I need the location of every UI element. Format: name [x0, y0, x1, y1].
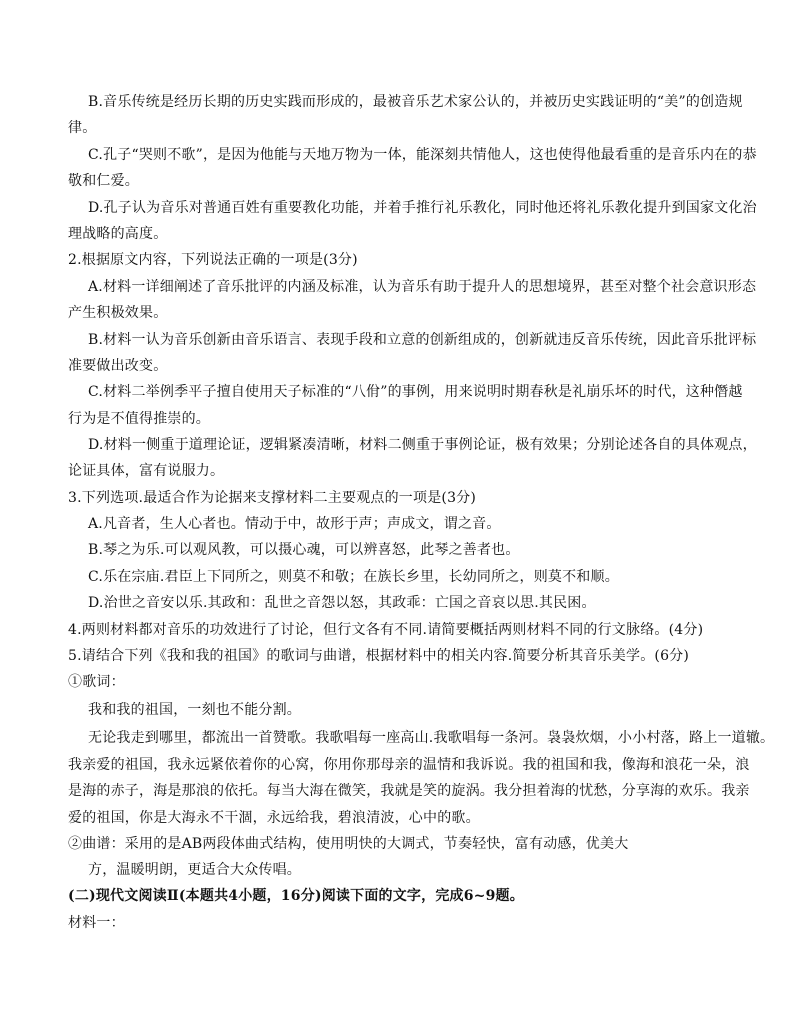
question-5-stem: 5.请结合下列《我和我的祖国》的歌词与曲谱，根据材料中的相关内容.简要分析其音乐美学。(6分)	[68, 648, 690, 664]
option-1d-line-1: D.孔子认为音乐对普通百姓有重要教化功能，并着手推行礼乐教化，同时他还将礼乐教化提升到国家文化治	[88, 200, 757, 216]
option-2a-line-2: 产生积极效果。	[68, 305, 168, 321]
section-heading: (二)现代文阅读Ⅱ(本题共4小题，16分)阅读下面的文字，完成6~9题。	[68, 888, 524, 904]
question-4: 4.两则材料都对音乐的功效进行了讨论，但行文各有不同.请简要概括两则材料不同的行文脉络。(4分)	[68, 622, 704, 638]
option-1d-line-2: 理战略的高度。	[68, 226, 168, 242]
option-2d-line-2: 论证具体，富有说服力。	[68, 463, 225, 479]
score-line-1: ②曲谱：采用的是AB两段体曲式结构，使用明快的大调式，节奏轻快，富有动感，优美大	[68, 836, 629, 852]
option-1c-line-1: C.孔子“哭则不歌”，是因为他能与天地万物为一体，能深刻共情他人，这也使得他最看重的是音乐内在的恭	[88, 147, 757, 163]
option-2b-line-1: B.材料一认为音乐创新由音乐语言、表现手段和立意的创新组成的，创新就违反音乐传统，因此音乐批评标	[88, 332, 757, 348]
option-1c-line-2: 敬和仁爱。	[68, 173, 139, 189]
lyrics-line-2: 无论我走到哪里，都流出一首赞歌。我歌唱每一座高山.我歌唱每一条河。袅袅炊烟，小小村落，路上一道辙。	[88, 730, 775, 746]
lyrics-line-4: 是海的赤子，海是那浪的依托。每当大海在微笑，我就是笑的旋涡。我分担着海的忧愁，分享海的欢乐。我亲	[68, 783, 750, 799]
option-3a: A.凡音者，生人心者也。情动于中，故形于声；声成文，谓之音。	[88, 516, 501, 532]
option-3b: B.琴之为乐.可以观风教，可以摄心魂，可以辨喜怒，此琴之善者也。	[88, 542, 520, 558]
option-3d: D.治世之音安以乐.其政和：乱世之音怨以怒，其政乖：亡国之音哀以思.其民困。	[88, 595, 596, 611]
lyrics-label: ①歌词：	[68, 674, 125, 690]
option-2a-line-1: A.材料一详细阐述了音乐批评的内涵及标准，认为音乐有助于提升人的思想境界，甚至对整个社会意识形态	[88, 279, 757, 295]
question-2-stem: 2.根据原文内容，下列说法正确的一项是(3分)	[68, 252, 358, 268]
question-3-stem: 3.下列选项.最适合作为论据来支撑材料二主要观点的一项是(3分)	[68, 490, 477, 506]
option-2c-line-2: 行为是不值得推崇的。	[68, 411, 210, 427]
lyrics-line-5: 爱的祖国，你是大海永不干涸，永远给我，碧浪清波，心中的歌。	[68, 810, 480, 826]
option-2d-line-1: D.材料一侧重于道理论证，逻辑紧凑清晰，材料二侧重于事例论证，极有效果；分别论述各自的具体观点，	[88, 437, 757, 453]
option-1b-line-1: B.音乐传统是经历长期的历史实践而形成的，最被音乐艺术家公认的，并被历史实践证明的“美”的创造规	[88, 94, 743, 110]
score-line-2: 方，温暖明朗，更适合大众传唱。	[88, 862, 301, 878]
lyrics-line-1: 我和我的祖国，一刻也不能分割。	[88, 702, 301, 718]
option-2b-line-2: 准要做出改变。	[68, 358, 168, 374]
option-3c: C.乐在宗庙.君臣上下同所之，则莫不和敬；在族长乡里，长幼同所之，则莫不和顺。	[88, 569, 619, 585]
option-1b-line-2: 律。	[68, 120, 97, 136]
lyrics-line-3: 我亲爱的祖国，我永远紧依着你的心窝，你用你那母亲的温情和我诉说。我的祖国和我，像海和浪花一朵，浪	[68, 757, 750, 773]
option-2c-line-1: C.材料二举例季平子擅自使用天子标准的“八佾”的事例，用来说明时期春秋是礼崩乐坏的时代，这种僭越	[88, 384, 743, 400]
material-one-label: 材料一：	[68, 915, 125, 931]
